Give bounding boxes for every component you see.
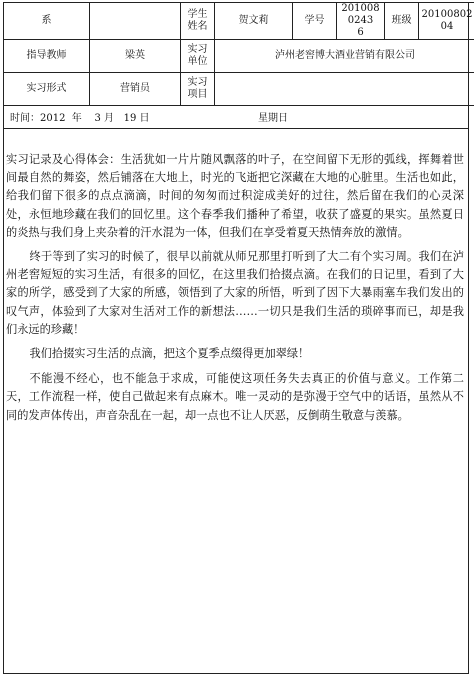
unit-value: 泸州老窖博大酒业营销有限公司 [215, 40, 474, 73]
student-id-line1: 2010080243 [341, 3, 380, 26]
paragraph-3: 我们拾掇实习生活的点滴，把这个夏季点缀得更加翠绿！ [29, 347, 310, 361]
form-value: 营销员 [90, 73, 181, 106]
paragraph-4: 不能漫不经心，也不能急于求成，可能使这项任务失去真正的价值与意义。工作第二天，工作流程一样，使自己做起来有点麻木。唯一灵动的是弥漫于空气中的话语，虽然从不同的发声体传出，声音杂乱在一起，却一点也不让人厌恶，反倒萌生敬意与羡慕。 [6, 372, 464, 422]
date-text: 时间：2012 年 3 月 19 日 [10, 113, 150, 124]
dept-value [90, 3, 181, 40]
project-label: 实习项目 [181, 73, 215, 106]
class-value: 2010080204 [419, 3, 474, 40]
record-body [6, 151, 464, 425]
unit-label: 实习单位 [181, 40, 215, 73]
info-row-1 [4, 3, 474, 40]
student-name-value: 贺文莉 [215, 3, 293, 40]
weekday-label: 星期日 [258, 113, 288, 124]
paragraph-2: 终于等到了实习的时候了，很早以前就从师兄那里打听到了大二有个实习周。我们在泸州老窖短短的实习生活，有很多的回忆，在这里我们拾掇点滴。在我们的日记里，看到了大家的所学，感受到了大家的所感，领悟到了大家的所悟，听到了因下大暴雨塞车我们发出的叹气声，体验到了大家对生活对工作的新想法……一切只是我们生活的琐碎事而已，却是我们永远的珍藏！ [6, 250, 464, 336]
info-table [3, 2, 474, 106]
class-label: 班级 [385, 3, 419, 40]
form-label: 实习形式 [4, 73, 90, 106]
student-id-label: 学号 [293, 3, 337, 40]
paragraph-1: 实习记录及心得体会：生活犹如一片片随风飘落的叶子，在空间留下无形的弧线，挥舞着世间最自然的舞姿，然后铺落在大地上，时光的飞逝把它深藏在大地的心脏里。生活也如此，给我们留下很多的点点滴滴，时间的匆匆而过积淀成美好的过往，然后留在我们的心灵深处，永恒地珍藏在我们的回忆里。这个春季我们播种了希望，收获了盛夏的果实。虽然夏日的炎热与我们身上夹杂着的汗水混为一体，但我们在享受着夏天热情奔放的激情。 [6, 153, 464, 239]
info-row-2 [4, 40, 474, 73]
advisor-value: 梁英 [90, 40, 181, 73]
student-id-line2: 6 [357, 27, 364, 38]
student-id-value [337, 3, 385, 40]
advisor-label: 指导教师 [4, 40, 90, 73]
date-row [3, 101, 469, 129]
student-name-label: 学生姓名 [181, 3, 215, 40]
dept-label: 系 [4, 3, 90, 40]
